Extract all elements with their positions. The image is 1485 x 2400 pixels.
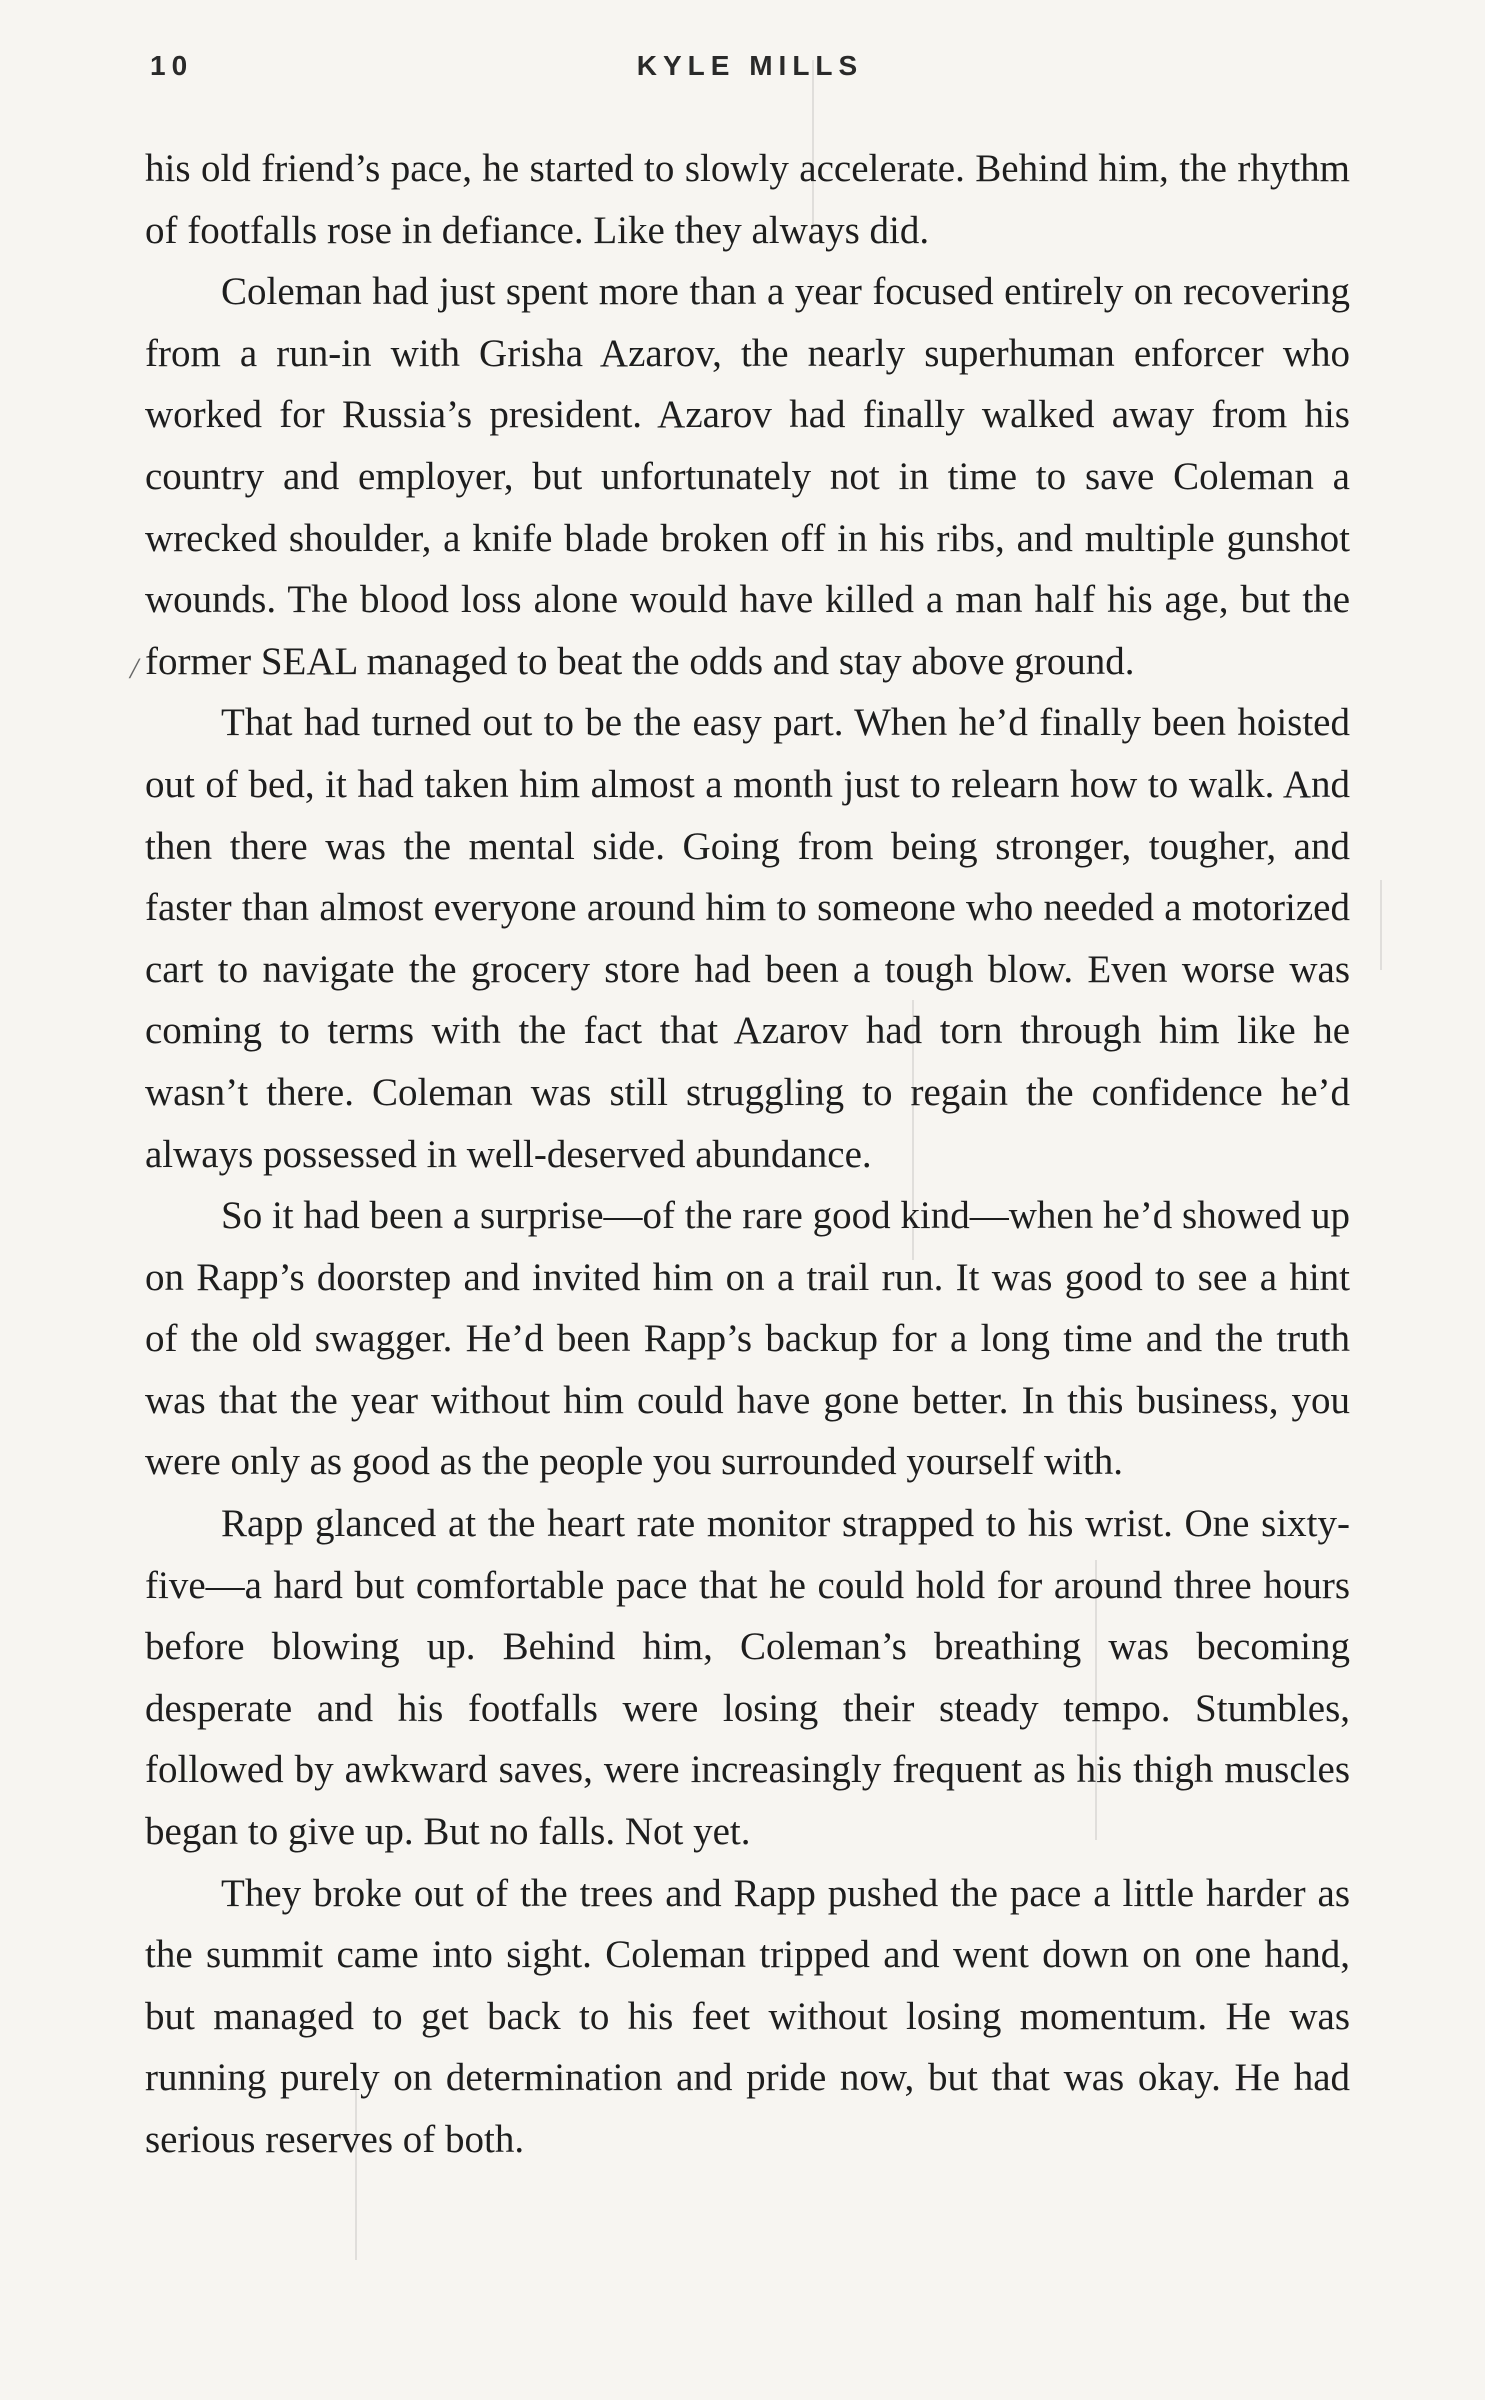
paragraph: his old friend’s pace, he started to slowly accelerate. Behind him, the rhythm of footfalls rose in defiance. Like they always did.	[145, 147, 1350, 252]
paragraph: That had turned out to be the easy part. When he’d finally been hoisted out of bed, it had taken him almost a month just to relearn how to walk. And then there was the mental side. Going from being stronger, tougher, and faster than almost everyone around him to someone who needed a motorized cart to navigate the grocery store had been a tough blow. Even worse was coming to terms with the fact that Azarov had torn through him like he wasn’t there. Coleman was still struggling to regain the confidence he’d always possessed in well-deserved abundance.	[145, 701, 1350, 1176]
page-number: 10	[150, 50, 194, 81]
paragraph: So it had been a surprise—of the rare good kind—when he’d showed up on Rapp’s doorstep and invited him on a trail run. It was good to see a hint of the old swagger. He’d been Rapp’s backup for a long time and the truth was that the year without him could have gone better. In this business, you were only as good as the people you surrounded yourself with.	[145, 1194, 1350, 1484]
page-header	[150, 50, 1350, 90]
paragraph: Coleman had just spent more than a year focused entirely on recovering from a run-in with Grisha Azarov, the nearly superhuman enforcer who worked for Russia’s president. Azarov had finally walked away from his country and employer, but unfortunately not in time to save Coleman a wrecked shoulder, a knife blade broken off in his ribs, and multiple gunshot wounds. The blood loss alone would have killed a man half his age, but the former SEAL managed to beat the odds and stay above ground.	[145, 270, 1350, 683]
paragraph: They broke out of the trees and Rapp pushed the pace a little harder as the summit came into sight. Coleman tripped and went down on one hand, but managed to get back to his feet without losing momentum. He was running purely on determination and pride now, but that was okay. He had serious reserves of both.	[145, 1871, 1350, 2161]
scan-artifact-line	[1380, 880, 1382, 970]
margin-pencil-mark: /	[130, 652, 139, 685]
paragraph: Rapp glanced at the heart rate monitor strapped to his wrist. One sixty-five—a hard but comfortable pace that he could hold for around three hours before blowing up. Behind him, Coleman’s breathing was becoming desperate and his footfalls were losing their steady tempo. Stumbles, followed by awkward saves, were increasingly frequent as his thigh muscles began to give up. But no falls. Not yet.	[145, 1502, 1350, 1854]
running-head-author: KYLE MILLS	[636, 50, 864, 81]
body-text	[145, 138, 1350, 2171]
